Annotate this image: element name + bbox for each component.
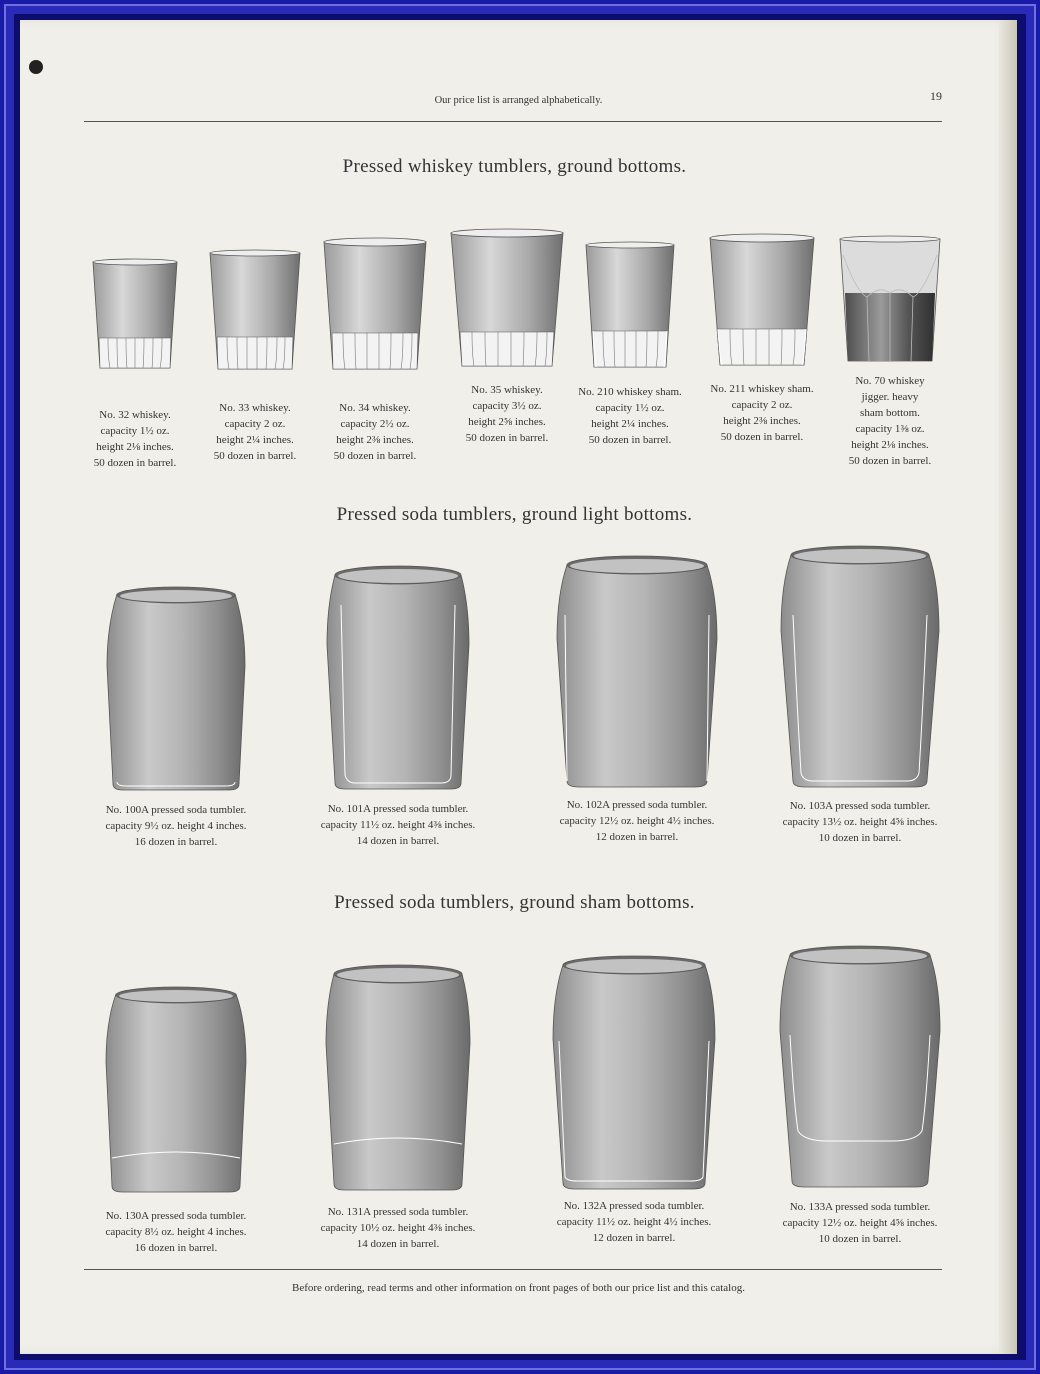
caption-line: No. 101A pressed soda tumbler. — [327, 803, 469, 815]
soda-101A — [298, 565, 498, 849]
caption-line: 50 dozen in barrel. — [213, 450, 297, 462]
caption-line: height 2⅛ inches. — [851, 439, 929, 451]
whiskey-33 — [190, 249, 320, 464]
caption-line: No. 133A pressed soda tumbler. — [789, 1201, 931, 1213]
section-title-soda-sham: Pressed soda tumblers, ground sham bottoms. — [334, 892, 695, 913]
catalog-page — [20, 20, 1017, 1354]
caption-line: capacity 1½ oz. — [595, 402, 665, 414]
caption-line: capacity 9½ oz. height 4 inches. — [105, 820, 247, 832]
caption-line: 10 dozen in barrel. — [818, 832, 902, 844]
tumbler-illustration — [779, 545, 941, 789]
caption-line: capacity 12½ oz. height 4⅝ inches. — [782, 1217, 938, 1229]
caption-line: No. 132A pressed soda tumbler. — [563, 1200, 705, 1212]
caption-line: No. 33 whiskey. — [219, 402, 291, 414]
caption-line: capacity 11½ oz. height 4½ inches. — [556, 1216, 712, 1228]
soda-133A — [750, 945, 970, 1247]
caption-line: height 2⅜ inches. — [336, 434, 414, 446]
caption-line: capacity 8½ oz. height 4 inches. — [105, 1226, 247, 1238]
soda-103A — [750, 545, 970, 846]
tumbler-illustration — [707, 233, 817, 367]
caption-line: height 2¼ inches. — [216, 434, 294, 446]
whiskey-jigger-70 — [830, 235, 950, 469]
caption-line: 14 dozen in barrel. — [356, 1238, 440, 1250]
caption-line: capacity 3½ oz. — [472, 400, 542, 412]
tumbler-illustration — [90, 258, 180, 370]
page-edge — [999, 20, 1017, 1354]
tumbler-illustration — [207, 249, 303, 371]
caption-line: 50 dozen in barrel. — [720, 431, 804, 443]
footer-note: Before ordering, read terms and other information on front pages of both our price list and this catalog. — [291, 1282, 745, 1294]
caption-line: height 2⅜ inches. — [723, 415, 801, 427]
caption-line: 16 dozen in barrel. — [134, 1242, 218, 1254]
caption-line: 50 dozen in barrel. — [848, 455, 932, 467]
section-title-soda-light: Pressed soda tumblers, ground light bottoms. — [336, 504, 693, 525]
tumbler-illustration — [549, 955, 719, 1191]
soda-100A — [78, 586, 274, 850]
caption-line: 50 dozen in barrel. — [588, 434, 672, 446]
caption-line: 12 dozen in barrel. — [592, 1232, 676, 1244]
whiskey-35 — [440, 228, 574, 446]
footer-rule — [84, 1269, 942, 1270]
caption-line: No. 32 whiskey. — [99, 409, 171, 421]
caption-line: capacity 1⅜ oz. — [855, 423, 925, 435]
whiskey-34 — [310, 237, 440, 464]
tumbler-illustration — [321, 237, 429, 371]
whiskey-sham-210 — [560, 241, 700, 448]
soda-131A — [298, 964, 498, 1252]
caption-line: 12 dozen in barrel. — [595, 831, 679, 843]
caption-line: 50 dozen in barrel. — [333, 450, 417, 462]
caption-line: No. 70 whiskey — [855, 375, 925, 387]
caption-line: No. 210 whiskey sham. — [578, 386, 682, 398]
caption-line: capacity 11½ oz. height 4⅜ inches. — [320, 819, 476, 831]
caption-line: 16 dozen in barrel. — [134, 836, 218, 848]
caption-line: jigger. heavy — [861, 391, 919, 403]
caption-line: 14 dozen in barrel. — [356, 835, 440, 847]
caption-line: No. 211 whiskey sham. — [710, 383, 814, 395]
tumbler-illustration — [583, 241, 677, 369]
caption-line: No. 34 whiskey. — [339, 402, 411, 414]
caption-line: height 2⅝ inches. — [468, 416, 546, 428]
caption-line: 10 dozen in barrel. — [818, 1233, 902, 1245]
tumbler-illustration — [323, 565, 473, 791]
soda-102A — [532, 555, 742, 845]
section-title-whiskey: Pressed whiskey tumblers, ground bottoms. — [342, 156, 687, 177]
running-head: Our price list is arranged alphabetically. — [434, 95, 603, 106]
tumbler-illustration — [837, 235, 943, 363]
caption-line: capacity 10½ oz. height 4⅜ inches. — [320, 1222, 476, 1234]
caption-line: No. 130A pressed soda tumbler. — [105, 1210, 247, 1222]
tumbler-illustration — [103, 586, 249, 792]
caption-line: No. 102A pressed soda tumbler. — [566, 799, 708, 811]
caption-line: height 2¼ inches. — [591, 418, 669, 430]
caption-line: capacity 12½ oz. height 4½ inches. — [559, 815, 715, 827]
tumbler-illustration — [448, 228, 566, 368]
header-rule — [84, 121, 942, 122]
caption-line: capacity 2 oz. — [731, 399, 793, 411]
tumbler-illustration — [553, 555, 721, 789]
page-number: 19 — [930, 89, 942, 103]
tumbler-illustration — [102, 986, 250, 1194]
whiskey-sham-211 — [692, 233, 832, 445]
whiskey-32 — [75, 258, 195, 471]
tumbler-illustration — [778, 945, 942, 1189]
caption-line: No. 100A pressed soda tumbler. — [105, 804, 247, 816]
caption-line: No. 35 whiskey. — [471, 384, 543, 396]
caption-line: 50 dozen in barrel. — [93, 457, 177, 469]
caption-line: capacity 1½ oz. — [100, 425, 170, 437]
caption-line: capacity 2½ oz. — [340, 418, 410, 430]
soda-130A — [78, 986, 274, 1256]
caption-line: sham bottom. — [860, 407, 920, 419]
tumbler-illustration — [322, 964, 474, 1192]
caption-line: capacity 2 oz. — [224, 418, 286, 430]
soda-132A — [528, 955, 740, 1246]
punch-hole — [29, 60, 43, 74]
caption-line: 50 dozen in barrel. — [465, 432, 549, 444]
caption-line: capacity 13½ oz. height 4⅝ inches. — [782, 816, 938, 828]
caption-line: height 2⅛ inches. — [96, 441, 174, 453]
caption-line: No. 131A pressed soda tumbler. — [327, 1206, 469, 1218]
caption-line: No. 103A pressed soda tumbler. — [789, 800, 931, 812]
